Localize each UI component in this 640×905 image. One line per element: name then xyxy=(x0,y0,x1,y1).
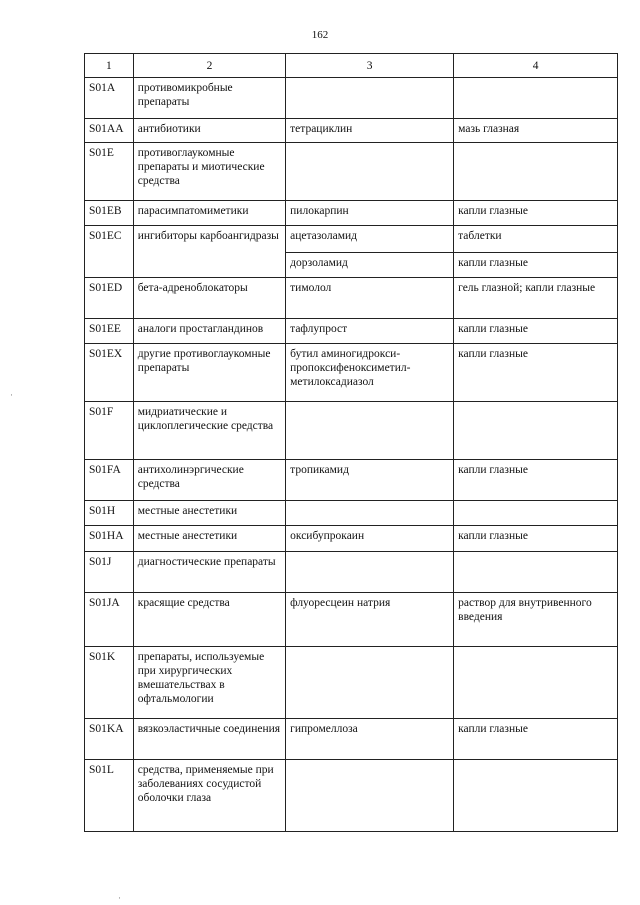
table-row xyxy=(85,201,618,226)
dosage-form: раствор для внутривенного введения xyxy=(454,593,618,647)
drug-inn xyxy=(286,552,454,593)
group-name: противомикробные препараты xyxy=(133,78,285,119)
table-row xyxy=(85,78,618,119)
atc-code: S01ED xyxy=(85,278,134,319)
dosage-form: капли глазные xyxy=(454,460,618,501)
table-row xyxy=(85,719,618,760)
group-name: красящие средства xyxy=(133,593,285,647)
table-row xyxy=(85,119,618,143)
atc-code: S01L xyxy=(85,760,134,832)
dosage-form: капли глазные xyxy=(454,344,618,402)
atc-code: S01EE xyxy=(85,319,134,344)
table-row xyxy=(85,226,618,253)
drug-inn: тимолол xyxy=(286,278,454,319)
drug-inn xyxy=(286,760,454,832)
table-row xyxy=(85,593,618,647)
drug-inn: оксибупрокаин xyxy=(286,526,454,552)
table-row xyxy=(85,402,618,460)
group-name: диагностические препараты xyxy=(133,552,285,593)
table-row xyxy=(85,344,618,402)
group-name: препараты, используемые при хирургических вмешательствах в офтальмологии xyxy=(133,647,285,719)
dosage-form: таблетки xyxy=(454,226,618,253)
dosage-form: гель глазной; капли глазные xyxy=(454,278,618,319)
table-row xyxy=(85,143,618,201)
group-name: другие противоглаукомные препараты xyxy=(133,344,285,402)
drug-inn xyxy=(286,78,454,119)
drug-table xyxy=(84,53,618,832)
table-row xyxy=(85,647,618,719)
header-col-2: 2 xyxy=(133,54,285,78)
drug-inn: пилокарпин xyxy=(286,201,454,226)
drug-inn: ацетазоламид xyxy=(286,226,454,253)
group-name: аналоги простагландинов xyxy=(133,319,285,344)
table-row xyxy=(85,460,618,501)
drug-inn xyxy=(286,647,454,719)
table-row xyxy=(85,319,618,344)
group-name: вязкоэластичные соединения xyxy=(133,719,285,760)
group-name: мидриатические и циклоплегические средства xyxy=(133,402,285,460)
header-row xyxy=(85,54,618,78)
dosage-form xyxy=(454,760,618,832)
dosage-form: капли глазные xyxy=(454,319,618,344)
header-col-4: 4 xyxy=(454,54,618,78)
table-row xyxy=(85,552,618,593)
atc-code: S01A xyxy=(85,78,134,119)
group-name: местные анестетики xyxy=(133,501,285,526)
dosage-form xyxy=(454,501,618,526)
group-name: антибиотики xyxy=(133,119,285,143)
drug-inn xyxy=(286,402,454,460)
dosage-form xyxy=(454,647,618,719)
atc-code: S01HA xyxy=(85,526,134,552)
drug-inn: тетрациклин xyxy=(286,119,454,143)
dosage-form: капли глазные xyxy=(454,719,618,760)
group-name: бета-адреноблокаторы xyxy=(133,278,285,319)
drug-inn: тафлупрост xyxy=(286,319,454,344)
group-name: противоглаукомные препараты и миотические средства xyxy=(133,143,285,201)
atc-code: S01KA xyxy=(85,719,134,760)
drug-inn xyxy=(286,143,454,201)
drug-inn: бутил аминогидрокси-пропоксифеноксиметил-метилоксадиазол xyxy=(286,344,454,402)
atc-code: S01EB xyxy=(85,201,134,226)
group-name: антихолинэргические средства xyxy=(133,460,285,501)
drug-inn xyxy=(286,501,454,526)
table-row xyxy=(85,526,618,552)
atc-code: S01F xyxy=(85,402,134,460)
table-row xyxy=(85,760,618,832)
drug-inn: дорзоламид xyxy=(286,253,454,278)
atc-code: S01AA xyxy=(85,119,134,143)
dosage-form: капли глазные xyxy=(454,526,618,552)
dosage-form xyxy=(454,552,618,593)
page-number: 162 xyxy=(311,29,329,41)
dosage-form xyxy=(454,78,618,119)
dosage-form xyxy=(454,402,618,460)
scan-dot-bottom: · xyxy=(118,893,121,903)
dosage-form: капли глазные xyxy=(454,201,618,226)
table-row xyxy=(85,501,618,526)
atc-code: S01K xyxy=(85,647,134,719)
dosage-form: мазь глазная xyxy=(454,119,618,143)
drug-inn: гипромеллоза xyxy=(286,719,454,760)
group-name: средства, применяемые при заболеваниях сосудистой оболочки глаза xyxy=(133,760,285,832)
group-name: местные анестетики xyxy=(133,526,285,552)
table-row xyxy=(85,278,618,319)
dosage-form xyxy=(454,143,618,201)
header-col-1: 1 xyxy=(85,54,134,78)
atc-code: S01FA xyxy=(85,460,134,501)
atc-code: S01E xyxy=(85,143,134,201)
atc-code: S01EX xyxy=(85,344,134,402)
atc-code: S01EC xyxy=(85,226,134,278)
drug-inn: тропикамид xyxy=(286,460,454,501)
dosage-form: капли глазные xyxy=(454,253,618,278)
group-name: парасимпатомиметики xyxy=(133,201,285,226)
atc-code: S01J xyxy=(85,552,134,593)
atc-code: S01H xyxy=(85,501,134,526)
group-name: ингибиторы карбоангидразы xyxy=(133,226,285,278)
header-col-3: 3 xyxy=(286,54,454,78)
atc-code: S01JA xyxy=(85,593,134,647)
drug-inn: флуоресцеин натрия xyxy=(286,593,454,647)
scan-dot-left: · xyxy=(10,390,13,400)
